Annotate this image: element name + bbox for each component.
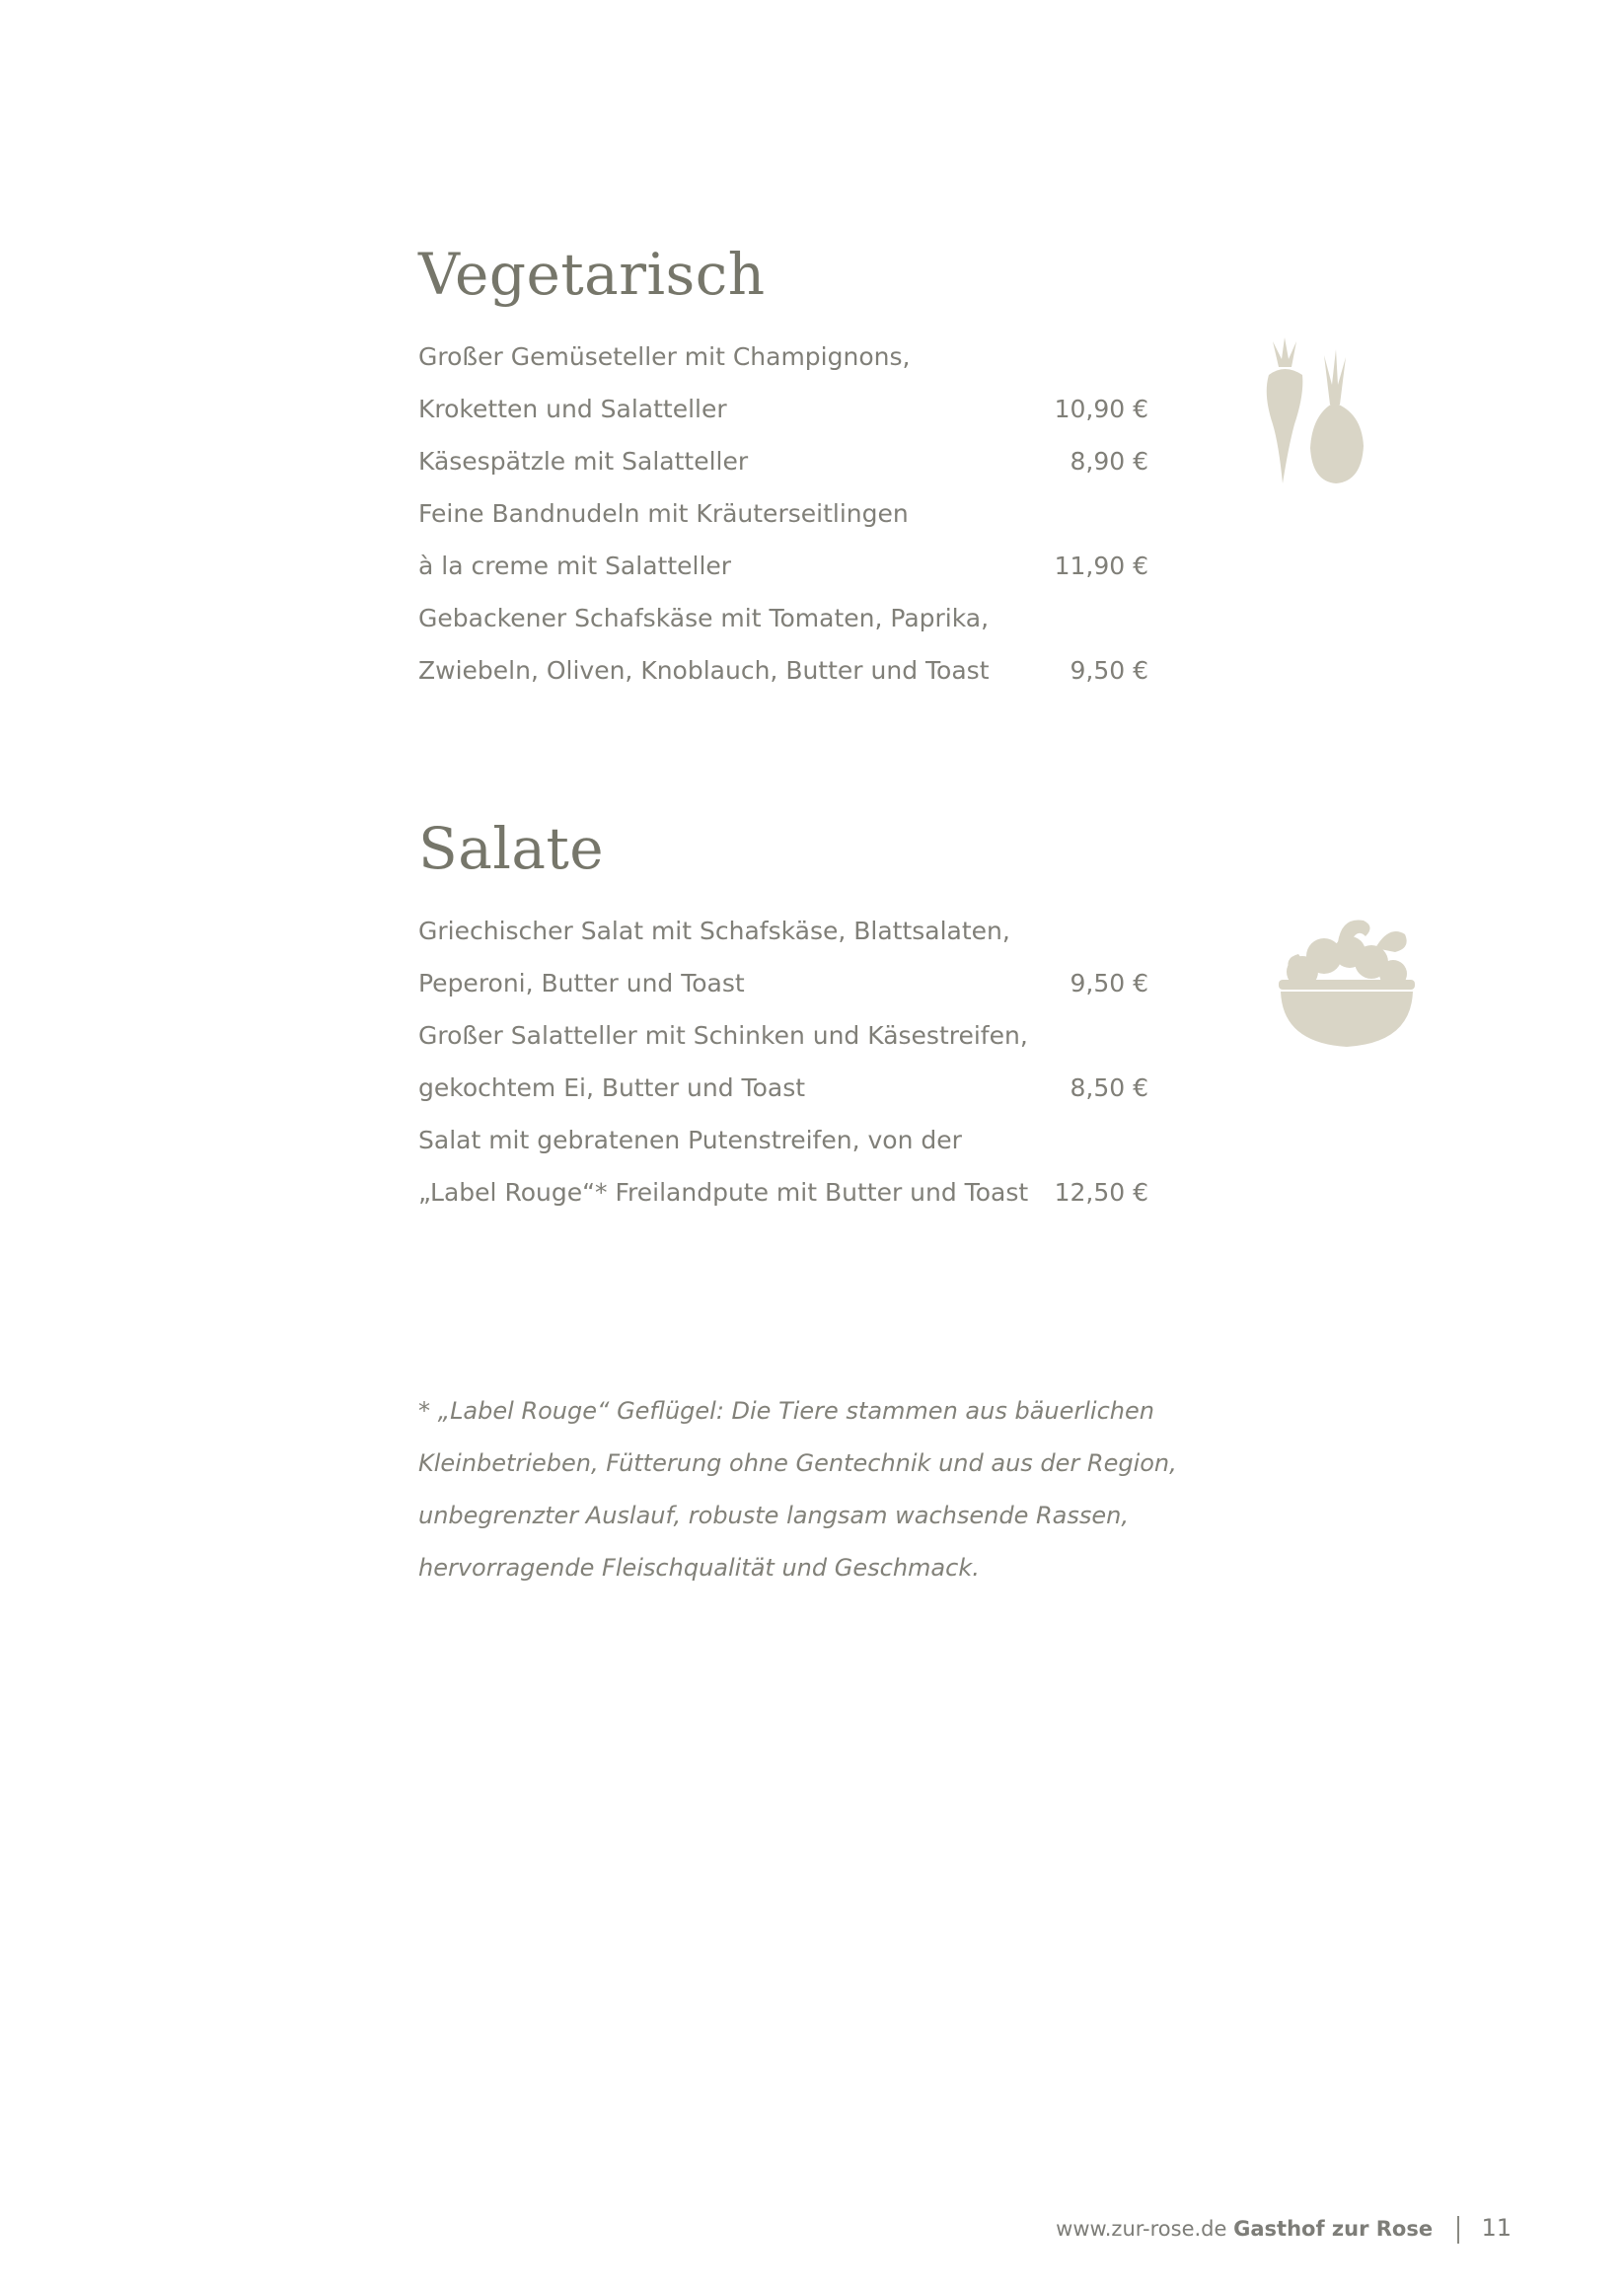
dish-text: Käsespätzle mit Salatteller — [418, 447, 749, 476]
section-title-vegetarisch: Vegetarisch — [418, 241, 766, 308]
dish-text: Gebackener Schafskäse mit Tomaten, Paprika, — [418, 604, 990, 632]
dish-price: 9,50 € — [1070, 969, 1148, 997]
dish-text: à la creme mit Salatteller — [418, 552, 732, 580]
menu-item-line — [418, 593, 1148, 644]
salad-bowl-icon — [1273, 913, 1421, 1051]
menu-item-line — [418, 1063, 1148, 1114]
menu-item-line — [418, 436, 1148, 487]
menu-item-line — [418, 1167, 1148, 1218]
dish-price: 11,90 € — [1054, 552, 1148, 580]
brand-name: Gasthof zur Rose — [1233, 2217, 1434, 2241]
menu-item-line — [418, 1115, 1148, 1166]
dish-text: Kroketten und Salatteller — [418, 395, 727, 423]
dish-text: gekochtem Ei, Butter und Toast — [418, 1073, 806, 1102]
menu-item-line — [418, 906, 1148, 957]
dish-text: Großer Gemüseteller mit Champignons, — [418, 342, 911, 371]
dish-text: Peperoni, Butter und Toast — [418, 969, 745, 997]
dish-text: Zwiebeln, Oliven, Knoblauch, Butter und Toast — [418, 656, 990, 685]
footer-divider — [1457, 2216, 1459, 2244]
footnote-line: * „Label Rouge“ Geflügel: Die Tiere stammen aus bäuerlichen — [418, 1397, 1154, 1425]
menu-item-line — [418, 1010, 1148, 1062]
dish-price: 9,50 € — [1070, 656, 1148, 685]
menu-item-line — [418, 541, 1148, 592]
dish-price: 10,90 € — [1054, 395, 1148, 423]
menu-item-line — [418, 645, 1148, 697]
menu-item-line — [418, 332, 1148, 383]
menu-item-line — [418, 958, 1148, 1009]
section-title-salate: Salate — [418, 815, 605, 882]
dish-price: 8,90 € — [1070, 447, 1148, 476]
dish-price: 8,50 € — [1070, 1073, 1148, 1102]
menu-item-line — [418, 488, 1148, 540]
page-number: 11 — [1481, 2214, 1512, 2242]
website-link[interactable]: www.zur-rose.de — [1056, 2217, 1227, 2241]
dish-text: „Label Rouge“* Freilandpute mit Butter und Toast — [418, 1178, 1029, 1207]
page-footer — [1056, 2214, 1512, 2244]
dish-text: Großer Salatteller mit Schinken und Käsestreifen, — [418, 1021, 1028, 1050]
footnote-line: hervorragende Fleischqualität und Geschmack. — [418, 1554, 980, 1582]
footnote-line: Kleinbetrieben, Fütterung ohne Gentechnik und aus der Region, — [418, 1449, 1177, 1477]
carrot-onion-icon — [1255, 335, 1373, 483]
dish-text: Griechischer Salat mit Schafskäse, Blattsalaten, — [418, 917, 1010, 945]
menu-item-line — [418, 384, 1148, 435]
dish-text: Feine Bandnudeln mit Kräuterseitlingen — [418, 499, 909, 528]
dish-text: Salat mit gebratenen Putenstreifen, von der — [418, 1126, 962, 1154]
footnote-line: unbegrenzter Auslauf, robuste langsam wachsende Rassen, — [418, 1502, 1129, 1529]
dish-price: 12,50 € — [1054, 1178, 1148, 1207]
